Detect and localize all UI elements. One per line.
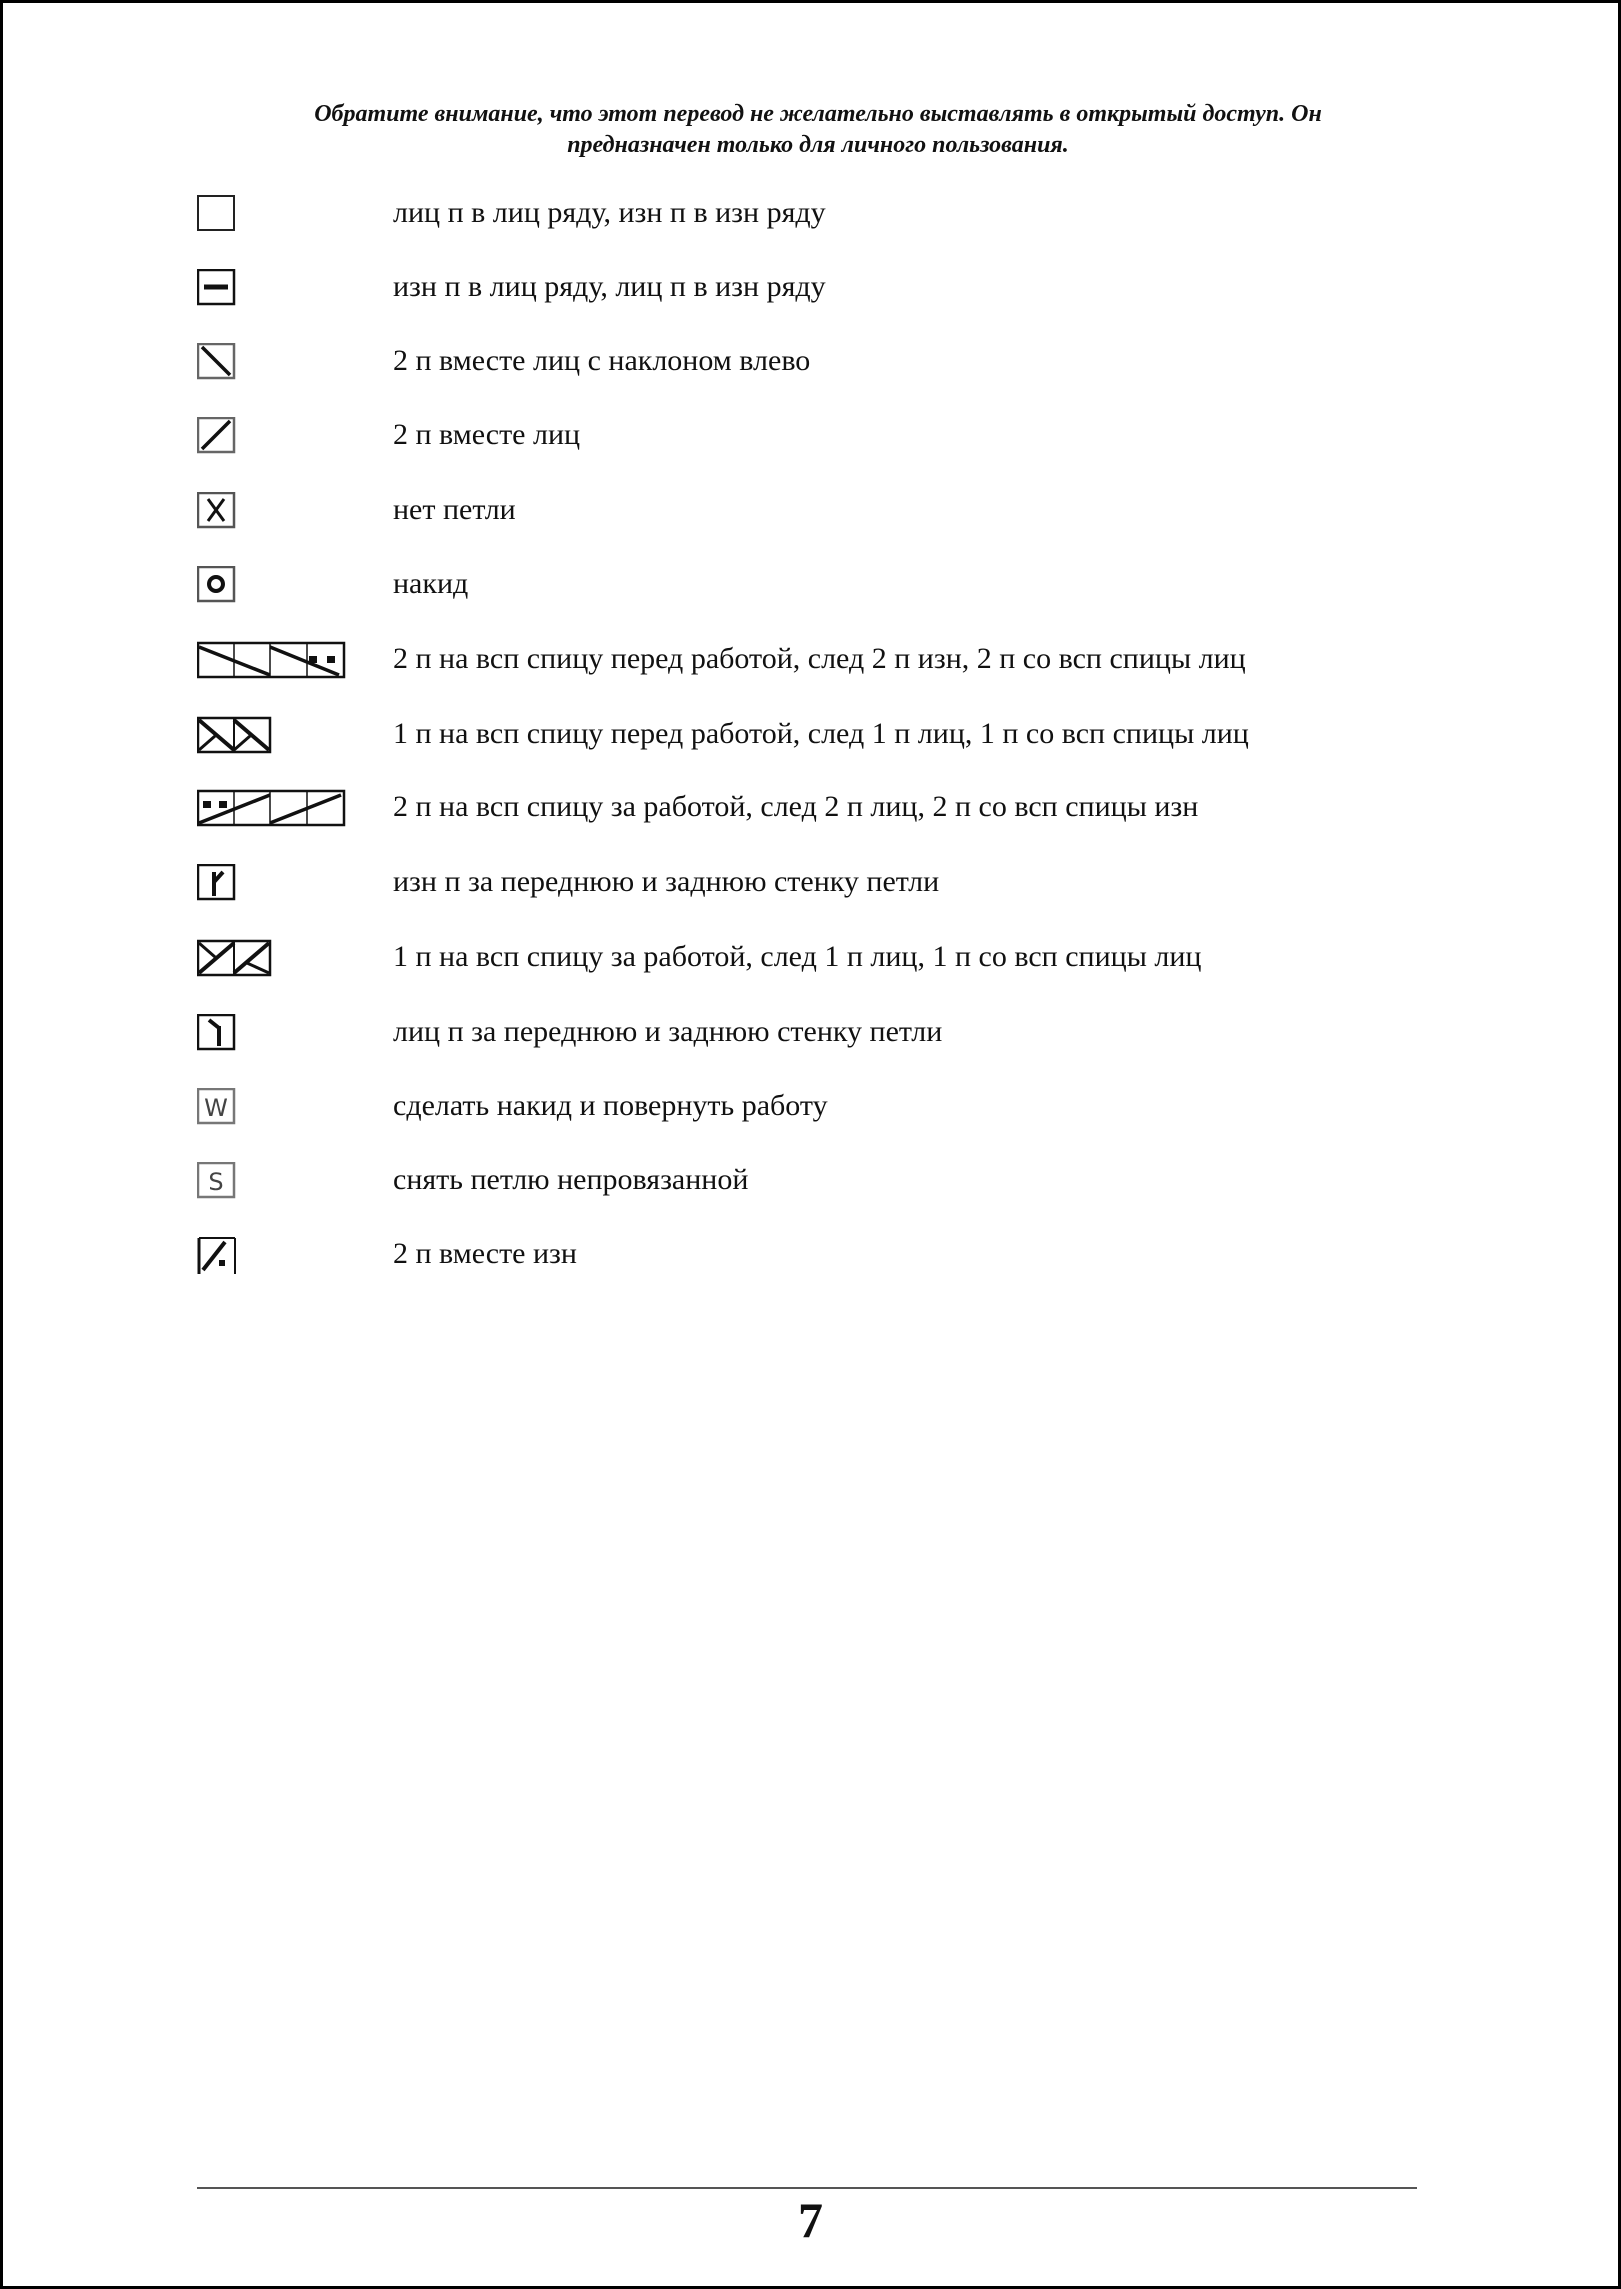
svg-text:S: S	[208, 1168, 224, 1196]
cable-2-2-front-purl-icon	[197, 641, 347, 681]
legend-label: 2 п вместе лиц с наклоном влево	[393, 344, 811, 377]
legend-label: изн п за переднюю и заднюю стенку петли	[393, 865, 940, 898]
legend-label: нет петли	[393, 493, 516, 526]
legend-label: изн п в лиц ряду, лиц п в изн ряду	[393, 270, 826, 303]
legend-label: 2 п на всп спицу за работой, след 2 п лиц, 2 п со всп спицы изн	[393, 790, 1199, 823]
cable-2-2-back-purl-icon	[197, 789, 347, 829]
page-number: 7	[798, 2192, 823, 2248]
footer-divider	[197, 2187, 1417, 2189]
purl-front-back-icon	[197, 864, 237, 902]
no-stitch-icon	[197, 492, 237, 530]
legend-label: 2 п вместе изн	[393, 1237, 577, 1270]
legend-label: 2 п вместе лиц	[393, 418, 581, 451]
legend-label: сделать накид и повернуть работу	[393, 1089, 828, 1122]
legend-label: накид	[393, 567, 469, 600]
private-use-notice	[193, 99, 1443, 161]
knit-front-back-icon	[197, 1014, 237, 1052]
notice-line-2: предназначен только для личного пользования.	[567, 132, 1069, 158]
legend-label: 1 п на всп спицу за работой, след 1 п лиц, 1 п со всп спицы лиц	[393, 940, 1202, 973]
svg-text:W: W	[204, 1094, 228, 1122]
purl-stitch-icon	[197, 269, 237, 307]
cable-1-1-front-icon	[197, 716, 273, 756]
legend-label: лиц п в лиц ряду, изн п в изн ряду	[393, 196, 826, 229]
notice-line-1: Обратите внимание, что этот перевод не желательно выставлять в открытый доступ. Он	[314, 101, 1322, 127]
cable-1-1-back-icon	[197, 939, 273, 979]
p2tog-decrease-icon	[197, 1236, 237, 1274]
k2tog-decrease-icon	[197, 417, 237, 455]
legend-label: 1 п на всп спицу перед работой, след 1 п лиц, 1 п со всп спицы лиц	[393, 717, 1249, 750]
yarn-over-icon	[197, 566, 237, 604]
knit-stitch-icon	[197, 195, 237, 233]
slip-stitch-icon	[197, 1162, 237, 1200]
legend-label: лиц п за переднюю и заднюю стенку петли	[393, 1015, 943, 1048]
legend-label: снять петлю непровязанной	[393, 1163, 749, 1196]
legend-label: 2 п на всп спицу перед работой, след 2 п изн, 2 п со всп спицы лиц	[393, 642, 1246, 675]
wrap-and-turn-icon	[197, 1088, 237, 1126]
ssk-decrease-icon	[197, 343, 237, 381]
